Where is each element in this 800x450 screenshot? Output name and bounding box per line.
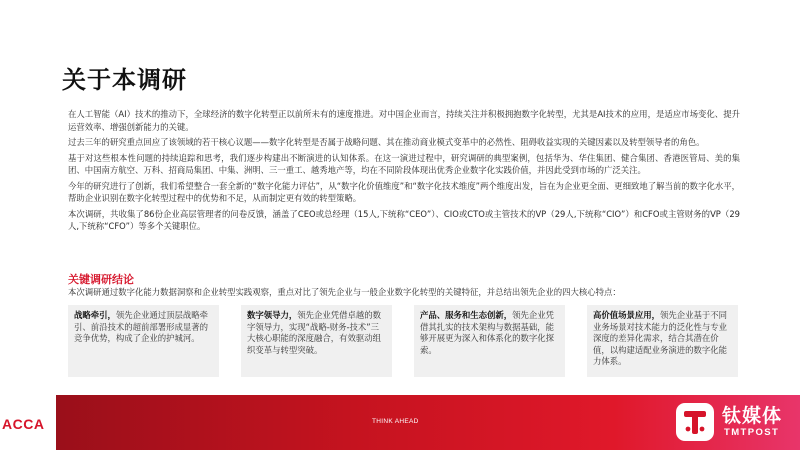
paragraph: 过去三年的研究重点回应了该领域的若干核心议题——数字化转型是否属于战略问题、其在推动商业模式变革中的必然性、阻碍收益实现的关键因素以及转型领导者的角色。 (68, 137, 705, 147)
section-heading: 关键调研结论 (68, 273, 134, 286)
footer (0, 395, 800, 450)
tmtpost-logo-subtext: TMTPOST (724, 427, 780, 438)
finding-card-heading: 高价值场景应用， (593, 310, 660, 320)
paragraph: 在人工智能（AI）技术的推动下，全球经济的数字化转型正以前所未有的速度推进。对中国企业而言，持续关注并积极拥抱数字化转型，尤其是AI技术的应用，是适应市场变化、提升运营效率、增强创新能力的关键。 (68, 109, 740, 132)
intro-text (68, 108, 740, 236)
tmtpost-t-logo-icon (676, 403, 714, 441)
paragraph: 本次调研，共收集了86份企业高层管理者的问卷反馈，涵盖了CEO或总经理（15人,下统称“CEO”）、CIO或CTO或主管技术的VP（29人,下统称“CIO”）和CFO或主管财务的VP（29人,下统称“CFO”）等多个关键职位。 (68, 208, 740, 231)
finding-card-heading: 数字领导力， (247, 310, 298, 320)
footer-tagline: THINK AHEAD (372, 418, 419, 425)
page-title: 关于本调研 (62, 66, 187, 94)
footer-band (56, 395, 800, 450)
tmtpost-logo-text: 钛媒体 (722, 405, 783, 427)
finding-card (587, 305, 738, 377)
footer-logo-area (0, 395, 56, 450)
paragraph: 今年的研究进行了创新，我们希望整合一套全新的“数字化能力评估”，从“数字化价值维度”和“数字化技术维度”两个维度出发，旨在为企业更全面、更细致地了解当前的数字化水平，帮助企业识别在数字化转型过程中的优势和不足，从而制定更有效的转型策略。 (68, 180, 740, 203)
section-intro: 本次调研通过数字化能力数据洞察和企业转型实践观察，重点对比了领先企业与一般企业数字化转型的关键特征，并总结出领先企业的四大核心特点： (68, 287, 621, 297)
finding-card-heading: 战略牵引， (74, 310, 116, 320)
finding-card (241, 305, 392, 377)
paragraph: 基于对这些根本性问题的持续追踪和思考，我们逐步构建出不断演进的认知体系。在这一演进过程中，研究调研的典型案例，包括华为、华住集团、健合集团、香港医管局、美的集团、中国南方航空、万科、招商局集团、中集、洲明、三一重工、越秀地产等，均在不同阶段体现出优秀企业数字化实践价值，并因此受到市场的广泛关注。 (68, 152, 740, 175)
finding-card-text: 领先企业凭借其扎实的技术架构与数据基础，能够开展更为深入和体系化的数字化探索。 (420, 310, 554, 355)
finding-card-text: 领先企业通过顶层战略牵引、前沿技术的超前部署形成显著的竞争优势，构成了企业的护城河。 (74, 310, 208, 343)
finding-card-text: 领先企业基于不同业务场景对技术能力的泛化性与专业深度的差异化需求，结合其潜在价值，以构建适配业务演进的数字化能力体系。 (593, 310, 727, 366)
finding-card-text: 领先企业凭借卓越的数字领导力，实现“战略-财务-技术”三大核心职能的深度融合，有效驱动组织变革与转型突破。 (247, 310, 381, 355)
finding-card-heading: 产品、服务和生态创新， (420, 310, 513, 320)
finding-card (68, 305, 219, 377)
key-findings-cards (68, 305, 740, 377)
acca-logo: ACCA (2, 416, 45, 432)
finding-card (414, 305, 565, 377)
